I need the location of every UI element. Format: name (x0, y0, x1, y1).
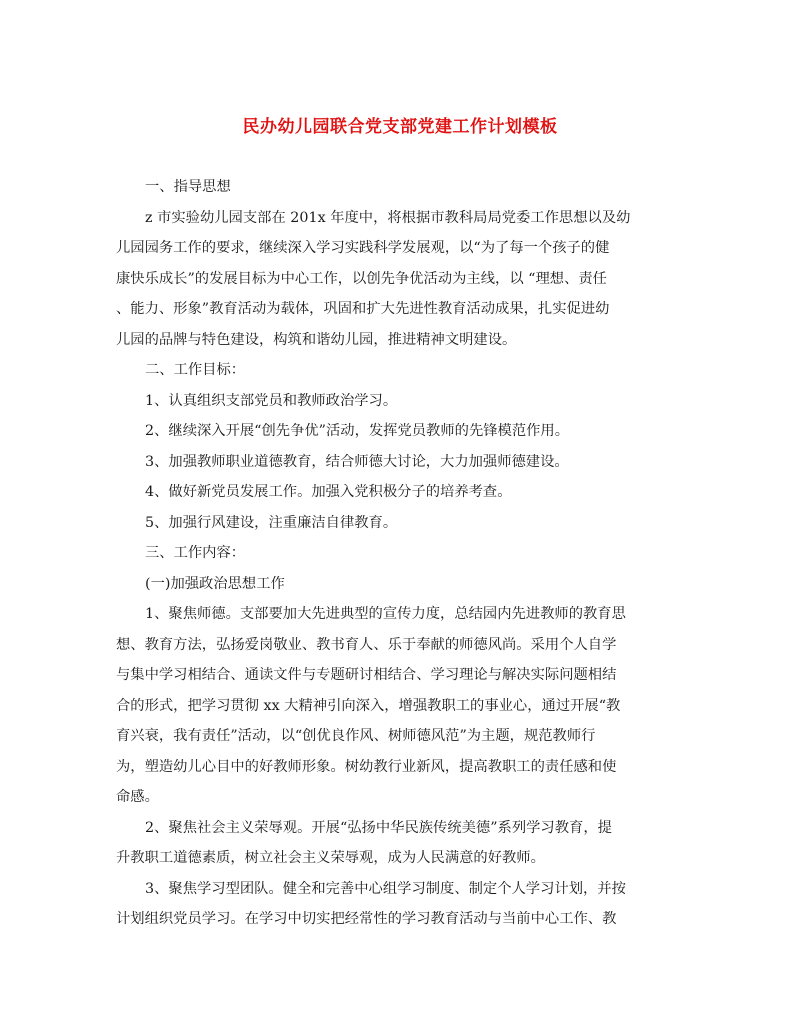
text-line: 二、工作目标： (145, 362, 246, 378)
text-line: 康快乐成长”的发展目标为中心工作，以创先争优活动为主线，以 “理想、责任 (116, 270, 607, 287)
text-line: 5、加强行风建设，注重廉洁自律教育。 (145, 514, 398, 531)
text-line: (一)加强政治思想工作 (145, 575, 285, 592)
text-line: 为，塑造幼儿心目中的好教师形象。树幼教行业新风，提高教职工的责任感和使 (116, 758, 617, 775)
text-line: 儿园的品牌与特色建设，构筑和谐幼儿园，推进精神文明建设。 (116, 331, 517, 348)
text-line: 2、继续深入开展“创先争优”活动，发挥党员教师的先锋模范作用。 (145, 423, 570, 439)
text-line: 想、教育方法，弘扬爱岗敬业、教书育人、乐于奉献的师德风尚。采用个人自学 (116, 636, 617, 653)
text-line: 育兴衰，我有责任”活动，以“创优良作风、树师德风范”为主题，规范教师行 (116, 728, 596, 744)
text-line: 命感。 (116, 789, 159, 805)
text-line: 三、工作内容： (145, 545, 246, 561)
text-line: 一、指导思想 (145, 179, 231, 195)
text-line: 2、聚焦社会主义荣辱观。开展“弘扬中华民族传统美德”系列学习教育，提 (145, 819, 612, 836)
text-line: 儿园园务工作的要求，继续深入学习实践科学发展观，以“为了每一个孩子的健 (116, 240, 610, 256)
text-line: 合的形式，把学习贯彻 xx 大精神引向深入，增强教职工的事业心，通过开展“教 (116, 697, 621, 714)
text-line: 4、做好新党员发展工作。加强入党积极分子的培养考查。 (145, 484, 512, 500)
document-title: 民办幼儿园联合党支部党建工作计划模板 (242, 117, 558, 137)
text-line: 3、加强教师职业道德教育，结合师德大讨论，大力加强师德建设。 (145, 453, 569, 470)
text-line: 3、聚焦学习型团队。健全和完善中心组学习制度、制定个人学习计划，并按 (145, 880, 626, 897)
text-line: 、能力、形象”教育活动为载体，巩固和扩大先进性教育活动成果，扎实促进幼 (116, 301, 610, 317)
text-line: 1、认真组织支部党员和教师政治学习。 (145, 392, 398, 409)
document-body (116, 172, 682, 935)
text-line: 计划组织党员学习。在学习中切实把经常性的学习教育活动与当前中心工作、教 (116, 911, 617, 927)
text-line: z 市实验幼儿园支部在 201x 年度中，将根据市教科局局党委工作思想以及幼 (145, 209, 631, 226)
text-line: 与集中学习相结合、通读文件与专题研讨相结合、学习理论与解决实际问题相结 (116, 667, 617, 683)
text-line: 升教职工道德素质，树立社会主义荣辱观，成为人民满意的好教师。 (116, 850, 545, 866)
text-line: 1、聚焦师德。支部要加大先进典型的宣传力度，总结园内先进教师的教育思 (145, 606, 626, 622)
